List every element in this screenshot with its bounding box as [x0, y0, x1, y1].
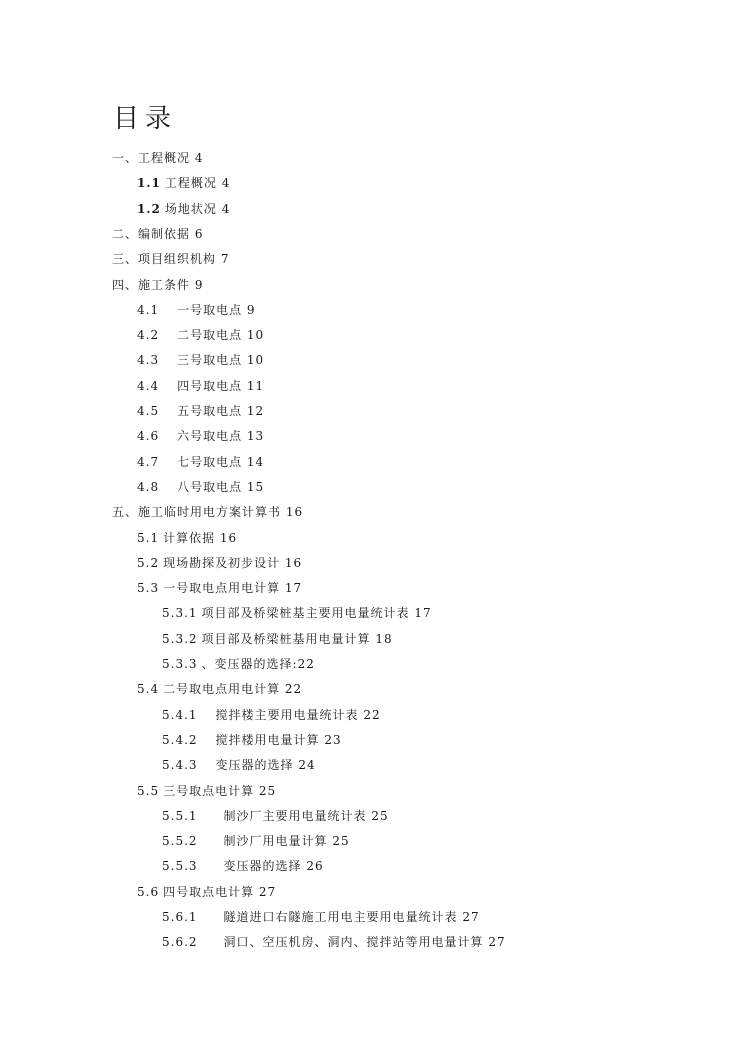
- toc-entry-number: 4.2: [137, 328, 160, 343]
- toc-entry[interactable]: [162, 833, 350, 849]
- toc-entry[interactable]: [112, 251, 229, 267]
- toc-entry-number: 5.4: [137, 682, 160, 697]
- toc-entry[interactable]: [112, 277, 203, 293]
- toc-entry[interactable]: [137, 454, 264, 470]
- toc-entry-number: 5.6.2: [162, 935, 198, 950]
- toc-entry[interactable]: [162, 631, 393, 647]
- toc-entry-text: 项目部及桥梁桩基用电量计算 18: [201, 631, 393, 646]
- toc-entry[interactable]: [137, 327, 264, 343]
- toc-entry-number: 5.6.1: [162, 910, 198, 924]
- toc-entry[interactable]: [162, 808, 389, 824]
- toc-entry-number: 5.4.1: [162, 707, 198, 722]
- toc-entry-number: 5.3: [137, 581, 160, 596]
- page-title: 目录: [113, 104, 178, 134]
- toc-entry-text: 四号取点电计算 27: [163, 884, 277, 899]
- toc-entry-text: 二号取电点 10: [177, 328, 265, 343]
- toc-entry-number: 1.1: [137, 176, 161, 191]
- toc-entry-number: 4.5: [137, 404, 160, 418]
- toc-entry-number: 5.4.2: [162, 732, 198, 747]
- toc-entry[interactable]: [162, 656, 315, 672]
- toc-entry-text: 三号取点电计算 25: [163, 783, 277, 798]
- toc-entry-text: 八号取电点 15: [177, 479, 265, 494]
- toc-entry-text: 四、施工条件 9: [112, 277, 204, 292]
- toc-entry[interactable]: [162, 707, 381, 723]
- toc-entry[interactable]: [162, 909, 480, 925]
- toc-entry-text: 工程概况 4: [164, 176, 231, 191]
- toc-entry-number: 5.3.1: [162, 606, 198, 621]
- toc-entry-number: 1.2: [137, 201, 161, 216]
- toc-entry-number: 5.5.1: [162, 808, 198, 823]
- toc-entry-number: 5.5.3: [162, 859, 198, 874]
- toc-entry[interactable]: [112, 504, 303, 520]
- toc-entry[interactable]: [137, 378, 264, 394]
- toc-entry-text: 隧道进口右隧施工用电主要用电量统计表 27: [223, 910, 480, 924]
- toc-entry-text: 现场勘探及初步设计 16: [163, 555, 303, 570]
- toc-entry-text: 项目部及桥梁桩基主要用电量统计表 17: [201, 606, 432, 621]
- toc-entry-number: 4.4: [137, 378, 160, 393]
- toc-entry[interactable]: [112, 226, 203, 242]
- toc-entry-number: 5.3.3: [162, 657, 198, 671]
- toc-entry-number: 4.8: [137, 479, 160, 494]
- toc-entry[interactable]: [137, 479, 264, 495]
- toc-entry-number: 5.6: [137, 884, 160, 899]
- toc-entry-number: 5.2: [137, 555, 160, 570]
- toc-entry[interactable]: [137, 580, 302, 596]
- toc-entry-text: 、变压器的选择:22: [201, 657, 315, 671]
- toc-entry-text: 二号取电点用电计算 22: [163, 682, 303, 697]
- toc-entry-text: 制沙厂用电量计算 25: [223, 834, 350, 849]
- toc-entry[interactable]: [137, 530, 237, 546]
- toc-entry-number: 5.5: [137, 783, 160, 798]
- toc-entry-number: 4.3: [137, 353, 160, 368]
- toc-entry[interactable]: [162, 605, 432, 621]
- toc-entry-text: 三号取电点 10: [177, 353, 265, 368]
- toc-entry-text: 变压器的选择 26: [223, 859, 324, 874]
- toc-entry-text: 搅拌楼用电量计算 23: [215, 732, 342, 747]
- toc-entry-number: 5.1: [137, 530, 160, 545]
- toc-entry-text: 七号取电点 14: [177, 454, 265, 469]
- toc-entry[interactable]: [112, 150, 203, 166]
- toc-entry-text: 五号取电点 12: [177, 404, 265, 418]
- toc-entry-text: 六号取电点 13: [177, 429, 265, 444]
- toc-entry[interactable]: [162, 934, 506, 950]
- toc-entry-text: 一号取电点用电计算 17: [163, 581, 303, 596]
- toc-entry[interactable]: [137, 201, 230, 217]
- toc-entry-number: 4.7: [137, 454, 160, 469]
- toc-entry-number: 5.3.2: [162, 631, 198, 646]
- toc-entry-text: 四号取电点 11: [177, 378, 265, 393]
- toc-entry-text: 洞口、空压机房、洞内、搅拌站等用电量计算 27: [223, 935, 506, 950]
- toc-entry-text: 制沙厂主要用电量统计表 25: [223, 808, 389, 823]
- toc-entry-text: 计算依据 16: [163, 530, 238, 545]
- toc-entry[interactable]: [137, 555, 302, 571]
- toc-entry-number: 4.1: [137, 302, 160, 317]
- toc-entry[interactable]: [162, 757, 316, 773]
- toc-entry[interactable]: [162, 732, 342, 748]
- toc-entry[interactable]: [162, 858, 324, 874]
- toc-entry[interactable]: [137, 681, 302, 697]
- toc-entry-text: 五、施工临时用电方案计算书 16: [112, 505, 304, 520]
- toc-entry-text: 三、项目组织机构 7: [112, 252, 230, 267]
- toc-entry-text: 一号取电点 9: [177, 302, 256, 317]
- toc-entry-text: 搅拌楼主要用电量统计表 22: [215, 707, 381, 722]
- toc-entry-text: 场地状况 4: [164, 201, 231, 216]
- toc-entry-text: 变压器的选择 24: [215, 758, 316, 773]
- toc-entry[interactable]: [137, 403, 264, 419]
- toc-entry[interactable]: [137, 884, 276, 900]
- toc-entry-text: 一、工程概况 4: [112, 151, 204, 165]
- toc-entry-number: 5.4.3: [162, 758, 198, 773]
- toc-entry[interactable]: [137, 352, 264, 368]
- toc-entry-text: 二、编制依据 6: [112, 226, 204, 241]
- toc-entry[interactable]: [137, 175, 230, 191]
- toc-entry[interactable]: [137, 428, 264, 444]
- toc-entry[interactable]: [137, 783, 276, 799]
- toc-entry-number: 4.6: [137, 429, 160, 444]
- toc-entry-number: 5.5.2: [162, 834, 198, 849]
- toc-entry[interactable]: [137, 302, 256, 318]
